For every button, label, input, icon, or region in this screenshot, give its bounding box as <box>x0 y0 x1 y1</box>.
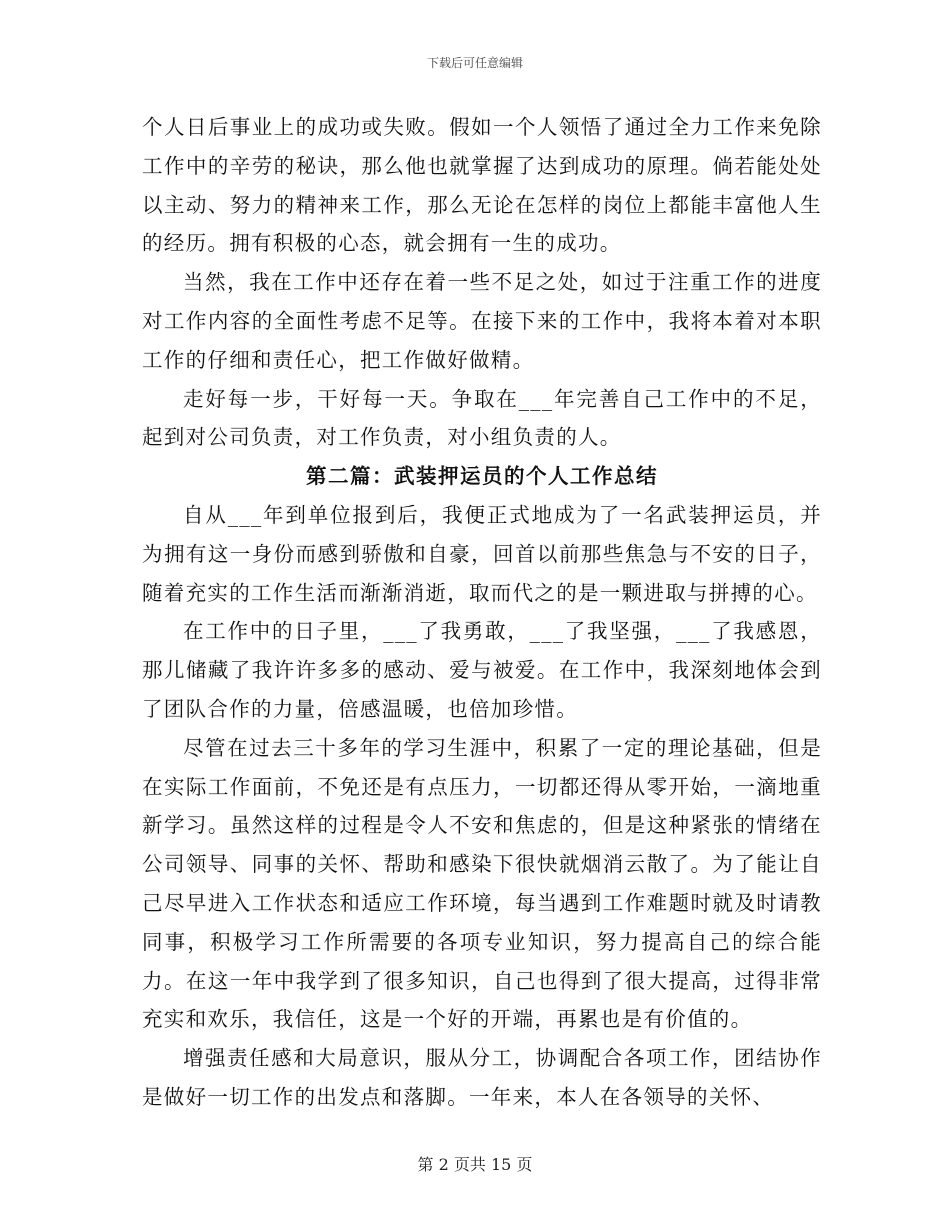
paragraph: 当然，我在工作中还存在着一些不足之处，如过于注重工作的进度对工作内容的全面性考虑不足等。在接下来的工作中，我将本着对本职工作的仔细和责任心，把工作做好做精。 <box>142 270 822 372</box>
paragraph: 尽管在过去三十多年的学习生涯中，积累了一定的理论基础，但是在实际工作面前，不免还是有点压力，一切都还得从零开始，一滴地重新学习。虽然这样的过程是令人不安和焦虑的，但是这种紧张的情绪在公司领导、同事的关怀、帮助和感染下很快就烟消云散了。为了能让自己尽早进入工作状态和适应工作环境，每当遇到工作难题时就及时请教同事，积极学习工作所需要的各项专业知识，努力提高自己的综合能力。在这一年中我学到了很多知识，自己也得到了很大提高，过得非常充实和欢乐，我信任，这是一个好的开端，再累也是有价值的。 <box>142 735 822 1032</box>
paragraph: 在工作中的日子里，___了我勇敢，___了我坚强，___了我感恩，那儿储藏了我许许多多的感动、爱与被爱。在工作中，我深刻地体会到了团队合作的力量，倍感温暖，也倍加珍惜。 <box>142 619 822 721</box>
paragraph: 自从___年到单位报到后，我便正式地成为了一名武装押运员，并为拥有这一身份而感到骄傲和自豪，回首以前那些焦急与不安的日子，随着充实的工作生活而渐渐消逝，取而代之的是一颗进取与拼搏的心。 <box>142 502 822 605</box>
paragraph: 个人日后事业上的成功或失败。假如一个人领悟了通过全力工作来免除工作中的辛劳的秘诀，那么他也就掌握了达到成功的原理。倘若能处处以主动、努力的精神来工作，那么无论在怎样的岗位上都能丰富他人生的经历。拥有积极的心态，就会拥有一生的成功。 <box>142 115 822 256</box>
document-body <box>142 108 822 1117</box>
section-heading: 第二篇：武装押运员的个人工作总结 <box>306 464 658 489</box>
paragraph: 走好每一步，干好每一天。争取在___年完善自己工作中的不足，起到对公司负责，对工作负责，对小组负责的人。 <box>142 386 822 450</box>
paragraph: 增强责任感和大局意识，服从分工，协调配合各项工作，团结协作是做好一切工作的出发点和落脚。一年来，本人在各领导的关怀、 <box>142 1046 822 1109</box>
page-footer: 第 2 页共 15 页 <box>417 1155 533 1174</box>
page-header: 下载后可任意编辑 <box>426 56 523 70</box>
